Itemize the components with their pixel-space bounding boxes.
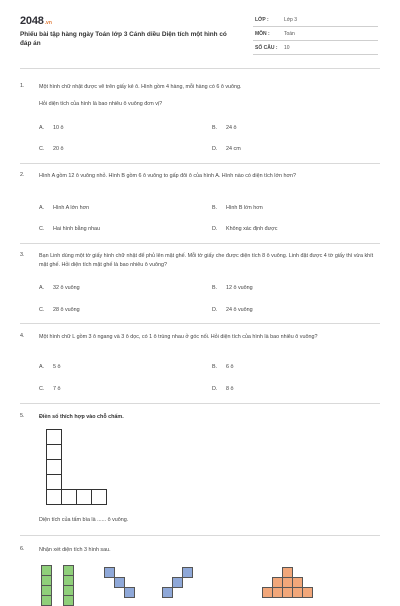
shape-cell (63, 595, 74, 606)
l-shape-figure (46, 429, 110, 509)
option-label: A. (39, 364, 45, 370)
grid-cell (46, 489, 62, 505)
option-text: Hình B lớn hơn (226, 205, 263, 211)
option-text: 6 ô (226, 364, 234, 370)
document-title: Phiếu bài tập hàng ngày Toán lớp 3 Cánh diều Diện tích một hình có đáp án (20, 31, 227, 47)
question-number: 4. (20, 333, 25, 339)
option-text: 5 ô (53, 364, 61, 370)
grid-cell (46, 444, 62, 460)
option-label: D. (212, 307, 218, 313)
question-number: 6. (20, 546, 25, 552)
option-text: 10 ô (53, 125, 64, 131)
option-label: A. (39, 205, 45, 211)
option-text: 24 cm (226, 146, 241, 152)
question-text: Điền số thích hợp vào chỗ chấm. (39, 414, 124, 420)
option-label: D. (212, 146, 218, 152)
header (0, 0, 400, 64)
option-label: C. (39, 146, 45, 152)
option-label: B. (212, 364, 218, 370)
option-label: B. (212, 285, 218, 291)
option-text: 20 ô (53, 146, 64, 152)
shape-cell (172, 577, 183, 588)
question-3 (20, 252, 380, 272)
answer-line (20, 516, 380, 526)
option-text: Không xác định được (226, 226, 278, 232)
logo-sub: .vn (44, 20, 52, 26)
divider (20, 323, 380, 324)
grid-cell (46, 474, 62, 490)
grid-cell (61, 489, 77, 505)
question-text-2: Hỏi diện tích của hình là bao nhiêu ô vuông đơn vị? (39, 101, 163, 107)
option-label: D. (212, 226, 218, 232)
question-number: 3. (20, 252, 25, 258)
question-2 (20, 172, 380, 192)
grid-cell (46, 429, 62, 445)
question-number: 5. (20, 413, 25, 419)
meta-label: LỚP : (255, 17, 269, 23)
meta-count-row (253, 42, 378, 55)
blue-shape-figure (104, 567, 214, 600)
green-shape-figure (41, 565, 81, 600)
option-label: B. (212, 205, 218, 211)
logo-main: 2048 (20, 15, 44, 27)
divider (20, 163, 380, 164)
meta-value: Toán (284, 31, 295, 37)
question-text: Một hình chữ L gồm 3 ô ngang và 3 ô dọc, có 1 ô trùng nhau ở góc nối. Hỏi diện tích của hình là bao nhiêu ô vuông? (39, 334, 318, 340)
question-text: Bạn Linh dùng một tờ giấy hình chữ nhật để phủ lên mặt ghế. Mỗi tờ giấy che được diện tích 8 ô vuông. Linh đặt được 4 tờ giấy thì vừa khít mặt ghế. Hỏi diện tích mặt ghế là bao nhiêu ô vuông? (39, 253, 374, 268)
option-text: 12 ô vuông (226, 285, 253, 291)
meta-label: MÔN : (255, 31, 270, 37)
site-logo[interactable] (20, 15, 52, 27)
option-text: Hai hình bằng nhau (53, 226, 101, 232)
option-text: Hình A lớn hơn (53, 205, 90, 211)
option-text: 24 ô (226, 125, 237, 131)
question-text: Nhận xét diện tích 3 hình sau. (39, 547, 111, 553)
option-label: A. (39, 285, 45, 291)
option-label: C. (39, 307, 45, 313)
meta-value: 10 (284, 45, 290, 51)
grid-cell (76, 489, 92, 505)
meta-label: SỐ CÂU : (255, 45, 278, 51)
option-label: B. (212, 125, 218, 131)
shape-cell (41, 595, 52, 606)
grid-cell (46, 459, 62, 475)
divider (20, 243, 380, 244)
option-text: 7 ô (53, 386, 61, 392)
option-text: 28 ô vuông (53, 307, 80, 313)
meta-class-row (253, 14, 378, 27)
question-number: 2. (20, 172, 25, 178)
question-4 (20, 333, 380, 353)
option-text: 8 ô (226, 386, 234, 392)
meta-subject-row (253, 28, 378, 41)
question-text: Một hình chữ nhật được vẽ trên giấy kẻ ô. Hình gồm 4 hàng, mỗi hàng có 6 ô vuông. (39, 84, 242, 90)
shape-cell (162, 587, 173, 598)
question-text: Hình A gồm 12 ô vuông nhỏ. Hình B gồm 6 ô vuông to gấp đôi ô của hình A. Hình nào có diện tích lớn hơn? (39, 173, 297, 179)
divider (20, 403, 380, 404)
divider (20, 535, 380, 536)
question-5 (20, 413, 380, 423)
shape-cell (182, 567, 193, 578)
answer-text: Diện tích của tấm bìa là ...... ô vuông. (39, 517, 129, 523)
grid-cell (91, 489, 107, 505)
divider (20, 68, 380, 69)
meta-value: Lớp 3 (284, 17, 298, 23)
question-number: 1. (20, 83, 25, 89)
question-1 (20, 83, 380, 123)
question-6 (20, 546, 380, 556)
option-label: D. (212, 386, 218, 392)
option-label: C. (39, 386, 45, 392)
option-text: 24 ô vuông (226, 307, 253, 313)
shape-cell (302, 587, 313, 598)
option-label: A. (39, 125, 45, 131)
option-label: C. (39, 226, 45, 232)
shape-cell (124, 587, 135, 598)
orange-shape-figure (262, 567, 322, 600)
option-text: 32 ô vuông (53, 285, 80, 291)
